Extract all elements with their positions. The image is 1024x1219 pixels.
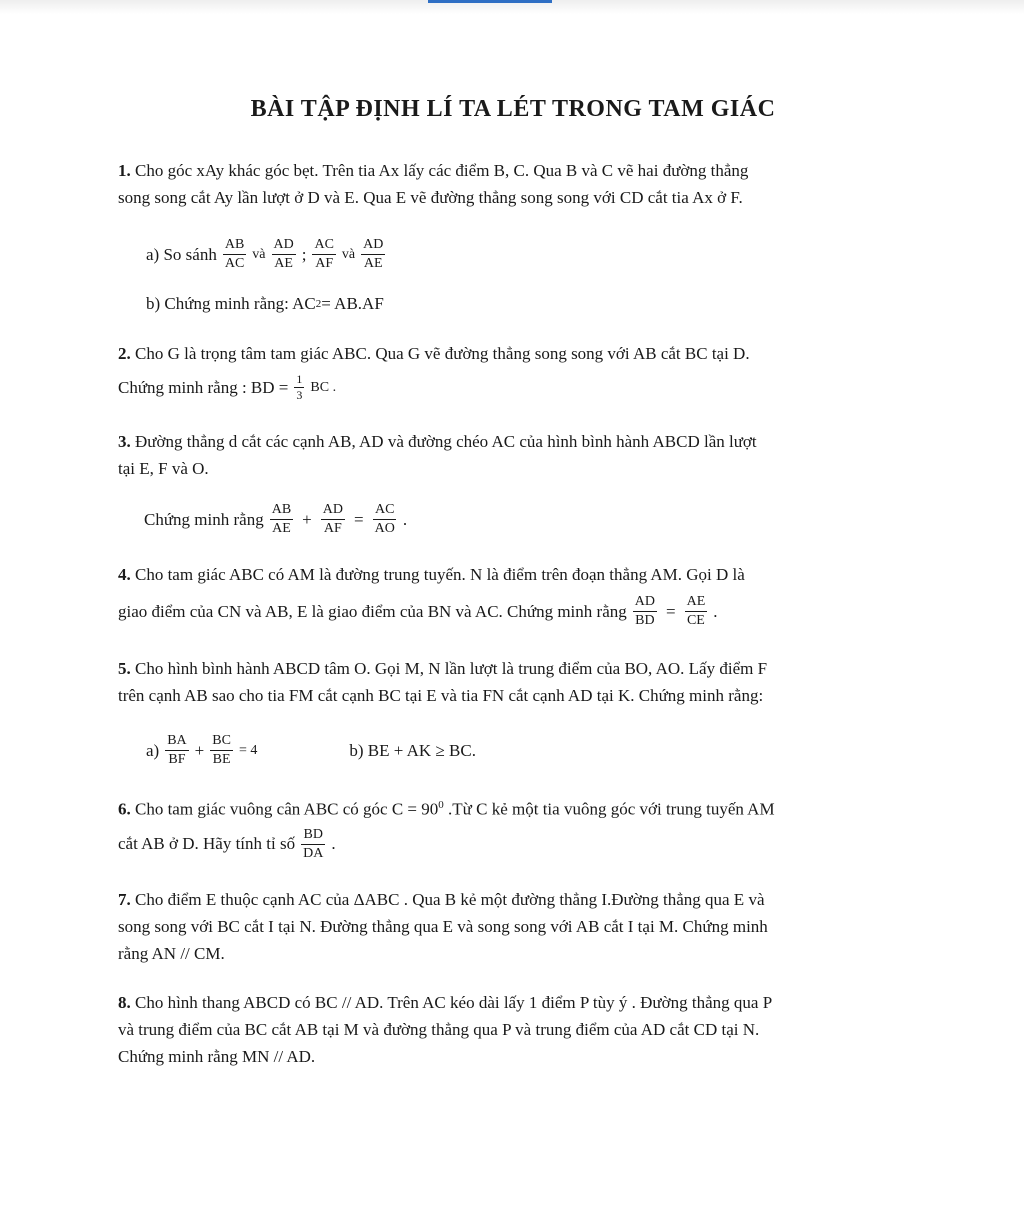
fraction: $\frac{AE}{CE}$	[686, 594, 706, 628]
document-page	[118, 96, 908, 1070]
problem-4: 4. Cho tam giác ABC có AM là đường trung tuyến. N là điểm trên đoạn thẳng AM. Gọi D là giao điểm của CN và AB, E là giao điểm của BN và AC. Chứng minh rằng $\frac{AD}{BD}$ = $\frac{AE}{CE}$ .	[118, 565, 745, 628]
fraction: $\frac{AB}{AE}$	[271, 502, 292, 536]
problem-8	[118, 989, 908, 1070]
problem-text: rằng AN // CM.	[118, 943, 225, 963]
page-title: BÀI TẬP ĐỊNH LÍ TA LÉT TRONG TAM GIÁC	[250, 96, 776, 122]
problem-text: trên cạnh AB sao cho tia FM cắt cạnh BC tại E và tia FN cắt cạnh AD tại K. Chứng minh rằng:	[118, 686, 764, 705]
problem-text: Cho điểm E thuộc cạnh AC của ΔABC . Qua B kẻ một đường thẳng I.Đường thẳng qua E và	[135, 889, 765, 909]
problem-text: song song cắt Ay lần lượt ở D và E. Qua E vẽ đường thẳng song song với CD cắt tia Ax ở F.	[118, 188, 743, 207]
fraction: $\frac{AD}{AF}$	[322, 502, 343, 536]
problem-number: 1.	[118, 161, 131, 180]
fraction: $\frac{AD}{AE}$	[273, 237, 294, 271]
fraction: $\frac{AC}{AO}$	[374, 502, 395, 536]
problem-7	[118, 886, 908, 967]
problem-text: Cho tam giác ABC có AM là đường trung tuyến. N là điểm trên đoạn thẳng AM. Gọi D là	[135, 565, 745, 584]
problem-3: 3. Đường thẳng d cắt các cạnh AB, AD và đường chéo AC của hình bình hành ABCD lần lượt tại E, F và O. Chứng minh rằng $\frac{AB}{AE}$ + $\frac{AD}{AF}$ = $\frac{AC}{AO}$ .	[118, 428, 908, 537]
fraction: $\frac{AD}{AE}$	[363, 237, 384, 271]
problem-number: 2.	[118, 344, 131, 363]
problem-text: tại E, F và O.	[118, 459, 209, 478]
problem-text: Cho hình thang ABCD có BC // AD. Trên AC kéo dài lấy 1 điểm P tùy ý . Đường thẳng qua P	[135, 992, 773, 1012]
fraction: $\frac{1}{3}$	[296, 372, 303, 402]
top-accent-bar	[428, 0, 552, 3]
problem-5: 5. Cho hình bình hành ABCD tâm O. Gọi M, N lần lượt là trung điểm của BO, AO. Lấy điểm F trên cạnh AB sao cho tia FM cắt cạnh BC tại E và tia FN cắt cạnh AD tại K. Chứng minh rằng: a) $\frac{BA}{BF}$ + $\frac{BC}{BE}$ = 4 b) BE + AK ≥ BC.	[118, 655, 908, 768]
problem-number: 4.	[118, 565, 131, 584]
problem-number: 5.	[118, 659, 131, 678]
top-bar	[0, 0, 1024, 14]
fraction: $\frac{AB}{AC}$	[224, 237, 245, 271]
problem-text: và trung điểm của BC cắt AB tại M và đường thẳng qua P và trung điểm của AD cắt CD tại N.	[118, 1019, 760, 1039]
problem-number: 3.	[118, 432, 131, 451]
fraction: $\frac{BD}{DA}$	[303, 826, 324, 861]
problem-number: 8.	[118, 992, 131, 1012]
problem-1-part-b: b) Chứng minh rằng: AC 2 = AB.AF	[146, 294, 384, 313]
problem-2: 2. Cho G là trọng tâm tam giác ABC. Qua G vẽ đường thẳng song song với AB cắt BC tại D. Chứng minh rằng : BD = $\frac{1}{3}$ BC .	[118, 344, 750, 402]
problem-text: Chứng minh rằng MN // AD.	[118, 1046, 316, 1066]
fraction: $\frac{AD}{BD}$	[634, 594, 655, 628]
problem-text: Cho hình bình hành ABCD tâm O. Gọi M, N lần lượt là trung điểm của BO, AO. Lấy điểm F	[135, 659, 768, 678]
problem-text: Cho góc xAy khác góc bẹt. Trên tia Ax lấy các điểm B, C. Qua B và C vẽ hai đường thẳng	[135, 161, 749, 180]
problem-text: Cho G là trọng tâm tam giác ABC. Qua G vẽ đường thẳng song song với AB cắt BC tại D.	[135, 344, 750, 363]
problem-1-part-a: a) So sánh $\frac{AB}{AC}$ và $\frac{AD}{AE}$ ; $\frac{AC}{AF}$ và $\frac{AD}{AE}$	[146, 237, 384, 271]
fraction: $\frac{BA}{BF}$	[167, 733, 187, 767]
problem-number: 7.	[118, 889, 131, 909]
problem-number: 6.	[118, 799, 131, 819]
problem-1	[118, 157, 908, 314]
problem-text: Đường thẳng d cắt các cạnh AB, AD và đường chéo AC của hình bình hành ABCD lần lượt	[135, 432, 757, 451]
problem-text: song song với BC cắt I tại N. Đường thẳng qua E và song song với AB cắt I tại M. Chứng minh	[118, 916, 768, 936]
problem-6: 6. Cho tam giác vuông cân ABC có góc $C = 90^0$ .Từ C kẻ một tia vuông góc với trung tuyến AM cắt AB ở D. Hãy tính tỉ số $\frac{BD}{DA}$ .	[118, 799, 775, 861]
fraction: $\frac{AC}{AF}$	[314, 237, 334, 271]
fraction: $\frac{BC}{BE}$	[212, 733, 231, 767]
